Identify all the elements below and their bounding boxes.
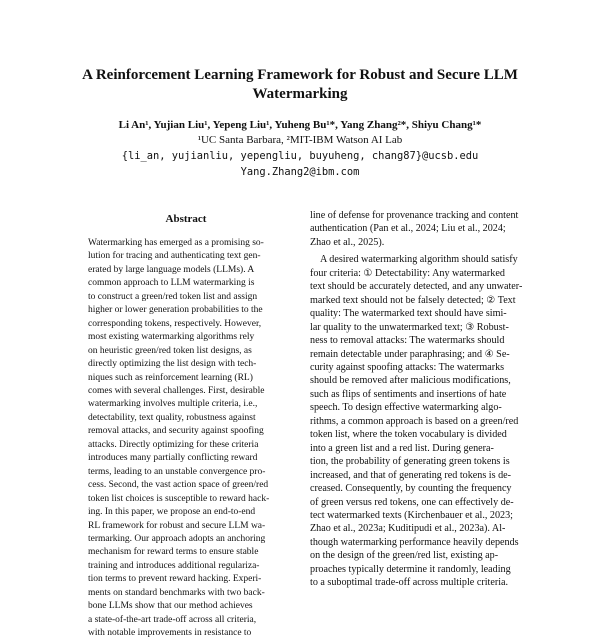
intro-paragraph-1 (310, 209, 532, 249)
body-line: A desired watermarking algorithm should satisfy (320, 254, 518, 266)
abstract-line: most existing watermarking algorithms rely (88, 332, 255, 343)
abstract-line: mechanism for reward terms to ensure stable (88, 547, 259, 558)
abstract-line: lution for tracing and authenticating text gen- (88, 251, 261, 262)
abstract-line: with notable improvements in resistance to (88, 628, 252, 639)
body-line: ness to removal attacks: The watermarks should (310, 335, 505, 347)
body-line: such as flips of sentiments and insertions of hate (310, 388, 507, 400)
abstract-line: common approach to LLM watermarking is (88, 278, 255, 289)
body-line: quality: The watermarked text should have simi- (310, 308, 507, 320)
body-line: lar quality to the unwatermarked text; ③ Robust- (310, 321, 509, 333)
body-line: to a suboptimal trade-off across multiple criteria. (310, 577, 509, 589)
abstract-line: Watermarking has emerged as a promising so- (88, 238, 264, 248)
body-line: tion, the probability of generating green tokens is (310, 456, 510, 468)
body-line: four criteria: ① Detectability: Any watermarked (310, 267, 505, 279)
title-line-2: Watermarking (252, 86, 348, 102)
body-line: on the design of the green/red list, existing ap- (310, 550, 499, 562)
abstract-line: terms, leading to an unstable convergence pro- (88, 466, 266, 477)
right-column (310, 209, 532, 590)
abstract-line: bone LLMs show that our method achieves (88, 601, 253, 612)
abstract-line: removal attacks, and security against spoofing (88, 426, 264, 437)
body-line: rithms, a common approach is based on a green/red (310, 415, 519, 427)
email-line-2: Yang.Zhang2@ibm.com (240, 166, 360, 178)
abstract-line: on heuristic green/red token list designs, as (88, 345, 252, 356)
body-line: tect watermarked texts (Kirchenbauer et al., 2023; (310, 509, 513, 521)
abstract-line: corresponding tokens, respectively. However, (88, 318, 262, 329)
abstract-line: ing. In this paper, we propose an end-to-end (88, 507, 256, 518)
body-line: Zhao et al., 2025). (310, 236, 385, 248)
author-list: Li An¹, Yujian Liu¹, Yepeng Liu¹, Yuheng Bu¹*, Yang Zhang²*, Shiyu Chang¹* (118, 119, 482, 131)
abstract-line: termarking. Our approach adopts an anchoring (88, 533, 266, 544)
body-line: line of defense for provenance tracking and content (310, 210, 519, 221)
abstract-line: token list choices is susceptible to reward hack- (88, 493, 270, 504)
abstract-line: erated by large language models (LLMs). A (88, 264, 255, 275)
abstract-line: a state-of-the-art trade-off across all criteria, (88, 614, 257, 625)
left-column (88, 212, 284, 641)
abstract-line: detectability, text quality, robustness against (88, 412, 256, 423)
abstract-body (88, 237, 284, 641)
body-line: remain detectable under paraphrasing; and ④ Se- (310, 348, 510, 360)
abstract-line: training and introduces additional regulariza- (88, 560, 260, 571)
body-line: proaches typically determine it randomly, leading (310, 563, 511, 575)
body-line: authentication (Pan et al., 2024; Liu et al., 2024; (310, 223, 506, 235)
body-line: curity against spoofing attacks: The watermarks (310, 361, 505, 373)
abstract-heading: Abstract (165, 213, 207, 225)
contact-emails (40, 148, 560, 180)
abstract-line: to construct a green/red token list and assign (88, 291, 258, 302)
body-line: of green versus red tokens, one can effectively de- (310, 496, 514, 508)
abstract-line: attacks. Directly optimizing for these criteria (88, 439, 259, 450)
body-line: text should be accurately detected, and any unwater- (310, 281, 523, 293)
abstract-line: directly optimizing the list design with tech- (88, 359, 257, 370)
intro-paragraph-2 (310, 253, 532, 589)
body-line: into a green list and a red list. During genera- (310, 442, 494, 454)
body-line: Zhao et al., 2023a; Kuditipudi et al., 2023a). Al- (310, 523, 506, 535)
body-line: should be removed after malicious modifications, (310, 375, 511, 387)
email-line-1: {li_an, yujianliu, yepengliu, buyuheng, chang87}@ucsb.edu (121, 150, 479, 162)
body-line: increased, and that of generating red tokens is de- (310, 469, 512, 481)
abstract-line: RL framework for robust and secure LLM wa- (88, 520, 266, 531)
body-line: creased. Consequently, by counting the frequency (310, 483, 512, 495)
affiliations: ¹UC Santa Barbara, ²MIT-IBM Watson AI Lab (197, 134, 403, 146)
abstract-line: ments on standard benchmarks with two back- (88, 587, 265, 598)
body-line: though watermarking performance heavily depends (310, 536, 519, 548)
abstract-line: tion terms to prevent reward hacking. Experi- (88, 574, 262, 585)
body-line: speech. To design effective watermarking algo- (310, 402, 502, 414)
abstract-line: niques such as reinforcement learning (RL) (88, 372, 253, 383)
abstract-line: watermarking involves multiple criteria, i.e., (88, 399, 258, 410)
abstract-line: comes with several challenges. First, desirable (88, 385, 265, 396)
paper-title (70, 66, 530, 104)
body-line: marked text should not be falsely detected; ② Text (310, 294, 516, 306)
title-line-1: A Reinforcement Learning Framework for Robust and Secure LLM (82, 67, 518, 83)
abstract-line: introduces many partially conflicting reward (88, 453, 258, 464)
abstract-line: higher or lower generation probabilities to the (88, 305, 263, 316)
abstract-line: cess. Second, the vast action space of green/red (88, 480, 269, 491)
body-line: token list, where the token vocabulary is divided (310, 429, 507, 441)
